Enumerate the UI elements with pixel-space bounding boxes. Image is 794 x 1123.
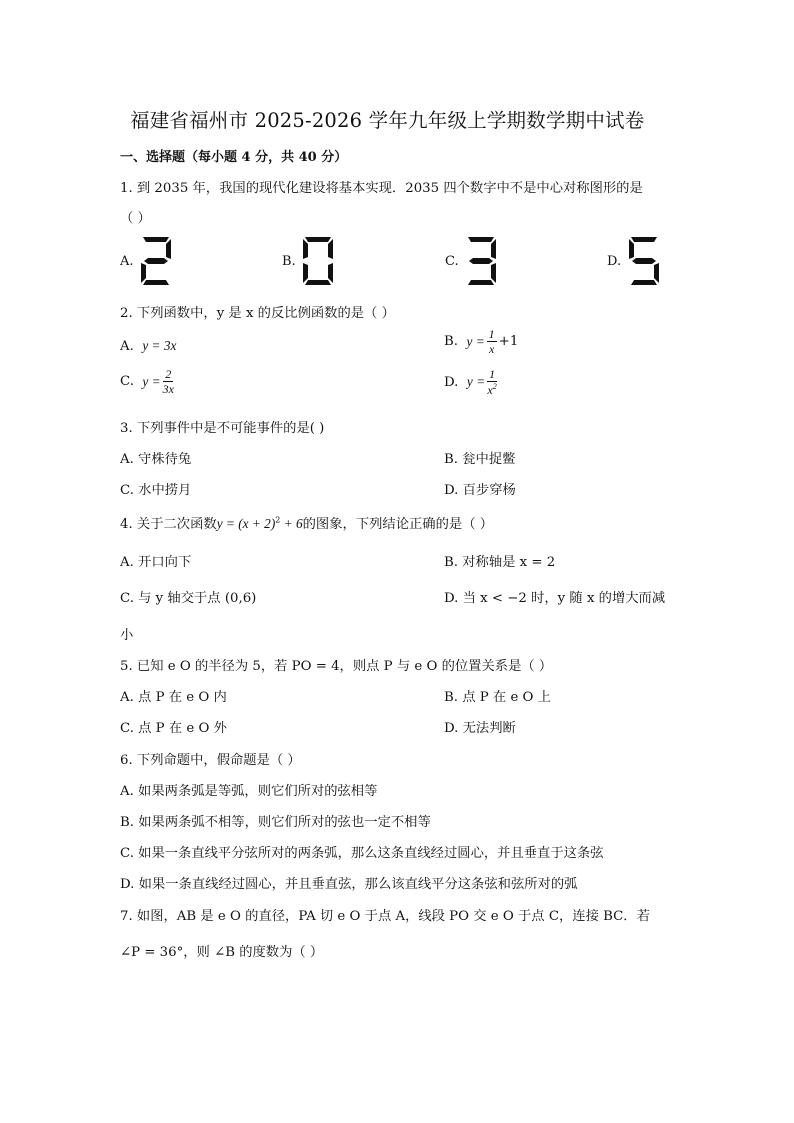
question-2-option-a: A. y = 3x	[120, 338, 177, 354]
question-6-option-a: A. 如果两条弧是等弧，则它们所对的弦相等	[120, 784, 378, 799]
question-2-option-c: C. y = $\frac{2}{3x}$	[120, 367, 174, 396]
question-1-options	[120, 236, 680, 288]
page-title: 福建省福州市 2025-2026 学年九年级上学期数学期中试卷	[130, 109, 645, 132]
question-5-option-a: A. 点 P 在 e O 内	[120, 690, 227, 705]
question-3-stem: 3. 下列事件中是不可能事件的是( )	[120, 421, 325, 436]
question-1-stem: 1. 到 2035 年，我国的现代化建设将基本实现．2035 四个数字中不是中心对称图形的是	[120, 181, 643, 196]
digit-2-icon	[140, 236, 172, 286]
question-6-option-b: B. 如果两条弧不相等，则它们所对的弦也一定不相等	[120, 815, 431, 830]
question-2-option-d: D. y = $\frac{1}{x^2}$	[444, 367, 497, 397]
question-4-stem: 4. 关于二次函数$y = (x + 2)^2 + 6$的图象，下列结论正确的是（ ）	[120, 515, 494, 532]
question-3-option-b: B. 瓮中捉鳖	[444, 452, 516, 467]
option-b-label: B.	[282, 254, 296, 269]
question-2-stem: 2. 下列函数中，y 是 x 的反比例函数的是（ ）	[120, 306, 395, 321]
question-6-stem: 6. 下列命题中，假命题是（ ）	[120, 753, 301, 768]
question-5-option-b: B. 点 P 在 e O 上	[444, 690, 551, 705]
digit-0-icon	[302, 236, 334, 286]
question-7-stem-continued: ∠P = 36°，则 ∠B 的度数为（ ）	[120, 945, 324, 960]
digit-5-icon	[628, 236, 660, 286]
question-2-option-b: B. y = $\frac{1}{x}$ +1	[444, 327, 519, 356]
digit-3-icon	[465, 236, 497, 286]
question-3-option-a: A. 守株待兔	[120, 452, 192, 467]
question-4-option-d: D. 当 x < −2 时，y 随 x 的增大而减	[444, 591, 666, 606]
question-3-option-c: C. 水中捞月	[120, 483, 192, 498]
option-c-label: C.	[445, 254, 459, 269]
question-4-option-c: C. 与 y 轴交于点 (0,6)	[120, 591, 257, 606]
question-6-option-c: C. 如果一条直线平分弦所对的两条弧，那么这条直线经过圆心，并且垂直于这条弦	[120, 846, 604, 861]
question-4-option-d-continued: 小	[120, 628, 134, 643]
question-6-option-d: D. 如果一条直线经过圆心，并且垂直弦，那么该直线平分这条弦和弦所对的弧	[120, 877, 578, 892]
option-a-label: A.	[120, 254, 134, 269]
question-4-option-b: B. 对称轴是 x = 2	[444, 555, 556, 570]
question-1-blank: （ ）	[120, 211, 151, 226]
question-5-option-c: C. 点 P 在 e O 外	[120, 721, 227, 736]
section-header: 一、选择题（每小题 4 分，共 40 分）	[120, 150, 348, 165]
question-4-option-a: A. 开口向下	[120, 555, 192, 570]
option-d-label: D.	[607, 254, 622, 269]
question-7-stem: 7. 如图，AB 是 e O 的直径，PA 切 e O 于点 A，线段 PO 交 e O 于点 C，连接 BC．若	[120, 909, 650, 924]
question-3-option-d: D. 百步穿杨	[444, 483, 516, 498]
question-5-stem: 5. 已知 e O 的半径为 5，若 PO = 4，则点 P 与 e O 的位置关系是（ ）	[120, 659, 553, 674]
question-5-option-d: D. 无法判断	[444, 721, 516, 736]
